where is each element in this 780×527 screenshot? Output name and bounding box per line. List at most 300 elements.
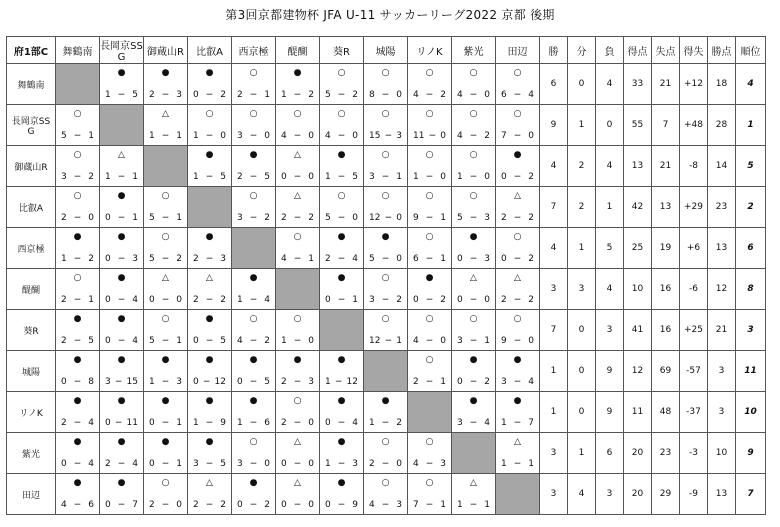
score-against: 4	[528, 377, 534, 387]
result-cell	[408, 228, 452, 269]
match-score	[276, 377, 319, 387]
match-score	[408, 500, 451, 510]
score-against: 0	[308, 459, 314, 469]
score-for: 0	[61, 459, 67, 469]
result-mark: ●	[205, 232, 214, 242]
column-team-header: 紫光	[452, 37, 496, 64]
score-against: 4	[132, 459, 138, 469]
result-cell-content	[276, 310, 319, 350]
score-for: 3	[237, 131, 243, 141]
score-for: 0	[281, 172, 287, 182]
score-for: 1	[369, 418, 375, 428]
table-row	[7, 433, 766, 474]
result-cell	[496, 392, 540, 433]
result-cell	[276, 187, 320, 228]
result-cell	[364, 474, 408, 515]
league-table	[6, 36, 766, 515]
match-score	[276, 213, 319, 223]
stat-cell: 0	[568, 351, 596, 392]
stat-cell: -37	[680, 392, 708, 433]
result-cell-content	[188, 310, 231, 350]
match-score	[56, 336, 99, 346]
score-dash: −	[384, 213, 393, 223]
score-for: 0	[237, 377, 243, 387]
match-score	[100, 295, 143, 305]
stat-cell: 69	[652, 351, 680, 392]
stat-cell: 16	[652, 310, 680, 351]
score-dash: −	[117, 213, 126, 223]
score-for: 1	[193, 172, 199, 182]
result-mark: ○	[513, 232, 522, 242]
result-cell-content	[452, 310, 495, 350]
self-match-cell	[144, 146, 188, 187]
result-cell	[232, 187, 276, 228]
result-mark: ●	[293, 68, 302, 78]
result-cell-content	[100, 146, 143, 186]
row-team-name: 紫光	[7, 433, 56, 474]
result-cell-content	[232, 392, 275, 432]
score-for: 0	[325, 418, 331, 428]
result-mark: ●	[117, 355, 126, 365]
result-cell	[100, 474, 144, 515]
result-cell	[496, 269, 540, 310]
result-cell	[188, 474, 232, 515]
score-against: 1	[88, 131, 94, 141]
score-dash: −	[513, 131, 522, 141]
score-against: 9	[352, 500, 358, 510]
self-match-cell	[276, 269, 320, 310]
result-cell-content	[320, 433, 363, 473]
result-mark: ●	[205, 68, 214, 78]
match-score	[188, 131, 231, 141]
result-cell-content	[276, 228, 319, 268]
result-mark: ●	[117, 396, 126, 406]
score-for: 7	[501, 131, 507, 141]
result-mark: ●	[469, 396, 478, 406]
score-dash: −	[469, 90, 478, 100]
result-cell	[320, 433, 364, 474]
result-cell	[452, 228, 496, 269]
match-score	[188, 459, 231, 469]
match-score	[144, 418, 187, 428]
score-dash: −	[337, 295, 346, 305]
score-dash: −	[249, 90, 258, 100]
score-against: 3	[484, 254, 490, 264]
score-for: 0	[193, 336, 199, 346]
score-for: 8	[369, 90, 375, 100]
result-cell-content	[364, 310, 407, 350]
result-cell-content	[56, 228, 99, 268]
stat-cell: 12	[624, 351, 652, 392]
result-cell-content	[320, 392, 363, 432]
score-dash: −	[293, 336, 302, 346]
result-mark: ○	[425, 355, 434, 365]
score-against: 1	[352, 295, 358, 305]
score-against: 0	[396, 90, 402, 100]
match-score	[408, 172, 451, 182]
result-cell	[56, 433, 100, 474]
result-mark: ●	[205, 314, 214, 324]
score-for: 1	[193, 418, 199, 428]
score-dash: −	[249, 295, 258, 305]
result-cell-content	[452, 64, 495, 104]
result-cell	[496, 105, 540, 146]
result-cell-content	[496, 351, 539, 391]
score-for: 1	[325, 459, 331, 469]
result-cell-content	[56, 392, 99, 432]
result-cell-content	[364, 64, 407, 104]
match-score	[364, 500, 407, 510]
score-dash: −	[381, 459, 390, 469]
score-against: 5	[220, 336, 226, 346]
result-cell-content	[364, 433, 407, 473]
stat-cell: 0	[568, 310, 596, 351]
score-for: 0	[149, 295, 155, 305]
column-team-header: 城陽	[364, 37, 408, 64]
self-match-cell	[56, 64, 100, 105]
result-mark: △	[206, 478, 213, 488]
match-score	[320, 213, 363, 223]
result-cell	[452, 187, 496, 228]
match-score	[232, 418, 275, 428]
score-dash: −	[161, 295, 170, 305]
score-dash: −	[161, 90, 170, 100]
score-dash: −	[337, 131, 346, 141]
score-for: 4	[61, 500, 67, 510]
match-score	[364, 131, 407, 141]
result-mark: ○	[293, 232, 302, 242]
result-cell	[408, 474, 452, 515]
score-for: 9	[501, 336, 507, 346]
result-mark: ●	[513, 150, 522, 160]
match-score	[188, 418, 231, 428]
result-cell	[144, 228, 188, 269]
result-mark: ●	[293, 355, 302, 365]
result-mark: ●	[337, 437, 346, 447]
match-score	[364, 213, 407, 223]
result-cell-content	[232, 187, 275, 227]
result-mark: ●	[337, 232, 346, 242]
score-for: 4	[457, 90, 463, 100]
self-match-cell	[232, 228, 276, 269]
score-for: 2	[501, 295, 507, 305]
score-against: 2	[528, 213, 534, 223]
score-against: 2	[484, 131, 490, 141]
score-against: 2	[220, 500, 226, 510]
score-for: 3	[237, 213, 243, 223]
stat-header: 順位	[736, 37, 766, 64]
score-for: 1	[501, 418, 507, 428]
score-dash: −	[337, 500, 346, 510]
match-score	[56, 213, 99, 223]
score-dash: −	[249, 172, 258, 182]
score-dash: −	[293, 90, 302, 100]
result-mark: ○	[205, 109, 214, 119]
score-for: 5	[325, 90, 331, 100]
result-cell-content	[452, 351, 495, 391]
column-team-header: 比叡A	[188, 37, 232, 64]
score-against: 9	[220, 418, 226, 428]
result-cell	[496, 433, 540, 474]
stat-cell: 20	[624, 474, 652, 515]
row-team-name: 西京極	[7, 228, 56, 269]
score-for: 5	[149, 213, 155, 223]
result-mark: ●	[117, 191, 126, 201]
score-against: 4	[132, 336, 138, 346]
result-cell	[320, 64, 364, 105]
score-against: 5	[264, 377, 270, 387]
result-cell-content	[408, 64, 451, 104]
score-for: 0	[105, 295, 111, 305]
result-mark: ○	[73, 191, 82, 201]
stat-cell: 10	[624, 269, 652, 310]
table-row	[7, 64, 766, 105]
result-cell	[408, 64, 452, 105]
result-cell	[100, 269, 144, 310]
table-row	[7, 146, 766, 187]
result-mark: ●	[117, 273, 126, 283]
table-row	[7, 392, 766, 433]
result-mark: ●	[117, 68, 126, 78]
score-dash: −	[73, 459, 82, 469]
row-team-name: リノK	[7, 392, 56, 433]
score-against: 0	[176, 500, 182, 510]
score-for: 0	[457, 377, 463, 387]
score-dash: −	[513, 336, 522, 346]
result-cell-content	[452, 474, 495, 514]
result-cell-content	[188, 474, 231, 514]
result-cell-content	[100, 351, 143, 391]
stat-cell: +12	[680, 64, 708, 105]
score-against: 2	[264, 500, 270, 510]
result-cell	[496, 310, 540, 351]
score-against: 2	[88, 172, 94, 182]
match-score	[56, 131, 99, 141]
match-score	[232, 336, 275, 346]
result-mark: ●	[469, 232, 478, 242]
result-cell-content	[232, 146, 275, 186]
result-mark: △	[470, 273, 477, 283]
score-against: 2	[528, 254, 534, 264]
score-dash: −	[161, 213, 170, 223]
score-for: 0	[325, 295, 331, 305]
result-cell-content	[276, 64, 319, 104]
score-against: 1	[176, 418, 182, 428]
score-dash: −	[513, 172, 522, 182]
result-cell-content	[276, 433, 319, 473]
result-cell	[188, 392, 232, 433]
score-for: 7	[413, 500, 419, 510]
result-cell	[144, 392, 188, 433]
stat-cell: 1	[596, 187, 624, 228]
stat-cell: 3	[708, 351, 736, 392]
rank-cell: 8	[736, 269, 766, 310]
score-for: 2	[149, 90, 155, 100]
score-dash: −	[469, 254, 478, 264]
result-cell-content	[188, 269, 231, 309]
column-team-header: 西京極	[232, 37, 276, 64]
result-cell-content	[496, 310, 539, 350]
stat-cell: 4	[540, 146, 568, 187]
match-score	[188, 90, 231, 100]
score-against: 3	[220, 254, 226, 264]
score-for: 1	[237, 418, 243, 428]
result-mark: △	[514, 273, 521, 283]
score-dash: −	[337, 213, 346, 223]
result-cell	[452, 351, 496, 392]
result-cell-content	[320, 105, 363, 145]
match-score	[496, 459, 539, 469]
result-cell	[100, 187, 144, 228]
match-score	[364, 336, 407, 346]
result-mark: ○	[381, 109, 390, 119]
score-against: 1	[264, 90, 270, 100]
score-dash: −	[425, 295, 434, 305]
result-mark: ○	[425, 314, 434, 324]
result-mark: ○	[249, 437, 258, 447]
result-cell	[232, 433, 276, 474]
result-cell	[100, 64, 144, 105]
score-against: 1	[440, 500, 446, 510]
score-dash: −	[249, 500, 258, 510]
result-cell	[452, 310, 496, 351]
score-for: 1	[325, 377, 331, 387]
column-team-header: 長岡京SS G	[100, 37, 144, 64]
match-score	[496, 172, 539, 182]
score-dash: −	[205, 418, 214, 428]
score-dash: −	[161, 254, 170, 264]
result-cell-content	[100, 269, 143, 309]
score-against: 7	[132, 500, 138, 510]
result-mark: ●	[337, 396, 346, 406]
result-cell-content	[496, 105, 539, 145]
result-cell-content	[496, 187, 539, 227]
result-mark: ●	[337, 150, 346, 160]
result-cell	[232, 64, 276, 105]
result-cell	[232, 310, 276, 351]
match-score	[188, 500, 231, 510]
result-cell-content	[496, 433, 539, 473]
result-mark: ○	[161, 478, 170, 488]
column-team-header: 舞鶴南	[56, 37, 100, 64]
table-row	[7, 351, 766, 392]
score-against: 4	[352, 254, 358, 264]
score-dash: −	[425, 172, 434, 182]
score-for: 1	[457, 500, 463, 510]
stat-cell: 4	[596, 269, 624, 310]
score-against: 2	[88, 254, 94, 264]
result-mark: ○	[425, 191, 434, 201]
result-mark: ○	[425, 437, 434, 447]
result-cell	[496, 146, 540, 187]
result-cell-content	[276, 392, 319, 432]
match-score	[100, 459, 143, 469]
score-for: 0	[105, 500, 111, 510]
match-score	[144, 459, 187, 469]
result-mark: ○	[469, 150, 478, 160]
score-dash: −	[425, 213, 434, 223]
score-against: 0	[264, 459, 270, 469]
result-cell	[320, 351, 364, 392]
row-team-name: 田辺	[7, 474, 56, 515]
result-cell	[56, 105, 100, 146]
stat-cell: 3	[540, 269, 568, 310]
score-against: 0	[220, 131, 226, 141]
score-dash: −	[117, 90, 126, 100]
result-cell-content	[188, 146, 231, 186]
match-score	[188, 377, 231, 387]
score-for: 1	[149, 131, 155, 141]
result-cell-content	[144, 433, 187, 473]
match-score	[452, 254, 495, 264]
match-score	[364, 295, 407, 305]
self-match-cell	[452, 433, 496, 474]
score-dash: −	[73, 418, 82, 428]
score-dash: −	[161, 500, 170, 510]
match-score	[496, 131, 539, 141]
result-cell	[56, 187, 100, 228]
score-for: 5	[457, 213, 463, 223]
result-cell-content	[408, 187, 451, 227]
result-cell	[320, 105, 364, 146]
score-for: 2	[61, 336, 67, 346]
result-cell-content	[364, 187, 407, 227]
result-mark: ○	[425, 109, 434, 119]
result-cell	[496, 64, 540, 105]
score-dash: −	[73, 500, 82, 510]
score-for: 0	[105, 254, 111, 264]
result-cell	[100, 351, 144, 392]
score-for: 1	[149, 377, 155, 387]
result-mark: ●	[161, 68, 170, 78]
result-cell-content	[496, 64, 539, 104]
row-team-name: 舞鶴南	[7, 64, 56, 105]
score-dash: −	[513, 90, 522, 100]
result-cell-content	[144, 187, 187, 227]
score-dash: −	[513, 459, 522, 469]
match-score	[100, 418, 143, 428]
page-title: 第3回京都建物杯 JFA U-11 サッカーリーグ2022 京都 後期	[225, 8, 555, 22]
score-dash: −	[205, 172, 214, 182]
match-score	[144, 295, 187, 305]
result-mark: ○	[337, 109, 346, 119]
stat-cell: 9	[596, 351, 624, 392]
result-cell	[56, 351, 100, 392]
score-dash: −	[249, 213, 258, 223]
table-row	[7, 269, 766, 310]
match-score	[408, 377, 451, 387]
stat-cell: 14	[708, 146, 736, 187]
result-cell-content	[188, 105, 231, 145]
result-mark: ○	[513, 109, 522, 119]
match-score	[232, 172, 275, 182]
score-against: 0	[176, 295, 182, 305]
result-cell-content	[452, 228, 495, 268]
score-dash: −	[205, 295, 214, 305]
score-against: 0	[396, 459, 402, 469]
result-cell	[276, 64, 320, 105]
score-for: 3	[369, 295, 375, 305]
score-dash: −	[249, 459, 258, 469]
corner-label: 府1部C	[7, 37, 56, 64]
result-cell	[188, 64, 232, 105]
result-cell	[320, 146, 364, 187]
result-cell	[408, 351, 452, 392]
result-cell-content	[100, 64, 143, 104]
score-for: 1	[325, 172, 331, 182]
result-cell	[496, 187, 540, 228]
score-against: 2	[308, 90, 314, 100]
